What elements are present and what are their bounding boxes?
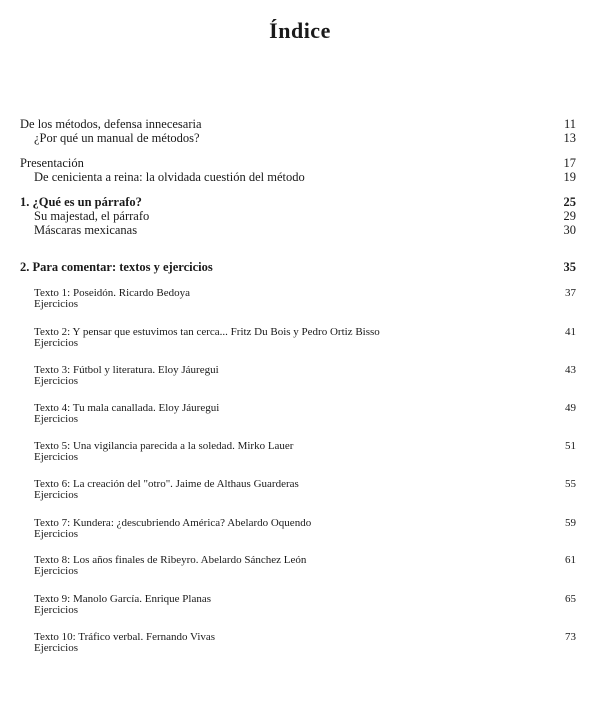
toc-entry-text: Ejercicios <box>34 565 78 577</box>
toc-entry <box>0 209 600 224</box>
toc-entry <box>0 156 600 171</box>
toc-entry-page: 55 <box>565 478 576 490</box>
toc-entry-page: 25 <box>563 195 576 209</box>
toc-entry-page: 29 <box>563 209 576 223</box>
toc-entry <box>0 336 600 351</box>
toc-entry-page: 41 <box>565 326 576 338</box>
toc-entry-text: De los métodos, defensa innecesaria <box>20 117 202 131</box>
toc-entry-text: Ejercicios <box>34 375 78 387</box>
toc-entry-text: Texto 9: Manolo García. Enrique Planas <box>34 593 212 605</box>
toc-entry <box>0 195 600 210</box>
toc-entry <box>0 117 600 132</box>
toc-entry-page: 59 <box>565 517 576 529</box>
toc-entry-text: Ejercicios <box>34 451 78 463</box>
toc-entry <box>0 170 600 185</box>
toc-entry <box>0 374 600 389</box>
toc-entry-page: 61 <box>565 554 576 566</box>
toc-entry <box>0 260 600 275</box>
toc-entry-page: 17 <box>563 156 576 170</box>
toc-entry <box>0 488 600 503</box>
toc-entry-text: Texto 6: La creación del "otro". Jaime de Althaus Guarderas <box>34 478 299 490</box>
toc-entry <box>0 527 600 542</box>
toc-entry <box>0 450 600 465</box>
toc-entry-text: Texto 2: Y pensar que estuvimos tan cerca... Fritz Du Bois y Pedro Ortiz Bisso <box>34 326 380 338</box>
toc-entry-page: 30 <box>563 223 576 237</box>
toc-entry <box>0 297 600 312</box>
toc-entry-text: Ejercicios <box>34 642 78 654</box>
toc-entry-text: Texto 5: Una vigilancia parecida a la soledad. Mirko Lauer <box>34 440 294 452</box>
toc-entry-text: Texto 10: Tráfico verbal. Fernando Vivas <box>34 631 216 643</box>
toc-entry <box>0 131 600 146</box>
toc-entry-text: Texto 8: Los años finales de Ribeyro. Abelardo Sánchez León <box>34 554 307 566</box>
toc-entry-text: Ejercicios <box>34 528 78 540</box>
toc-entry-page: 35 <box>563 260 576 274</box>
toc-entry-page: 13 <box>563 131 576 145</box>
toc-entry-text: De cenicienta a reina: la olvidada cuestión del método <box>34 170 305 184</box>
toc-entry-text: Ejercicios <box>34 413 78 425</box>
toc-entry <box>0 641 600 656</box>
toc-entry-page: 51 <box>565 440 576 452</box>
toc-entry-page: 65 <box>565 593 576 605</box>
toc-entry-text: Máscaras mexicanas <box>34 223 138 237</box>
toc-entry-page: 37 <box>565 287 576 299</box>
toc-entry-page: 43 <box>565 364 576 376</box>
toc-entry-text: Texto 4: Tu mala canallada. Eloy Jáuregui <box>34 402 220 414</box>
toc-entry-page: 73 <box>565 631 576 643</box>
toc-entry-text: Ejercicios <box>34 489 78 501</box>
toc-entry-text: 1. ¿Qué es un párrafo? <box>20 195 142 209</box>
toc-entry-text: Texto 3: Fútbol y literatura. Eloy Jáuregui <box>34 364 219 376</box>
toc-entry <box>0 564 600 579</box>
toc-entry-text: Su majestad, el párrafo <box>34 209 150 223</box>
toc-entry-text: Texto 7: Kundera: ¿descubriendo América? Abelardo Oquendo <box>34 517 312 529</box>
index-title: Índice <box>269 18 331 43</box>
toc-entry <box>0 603 600 618</box>
toc-entry-text: Texto 1: Poseidón. Ricardo Bedoya <box>34 287 190 299</box>
toc-entry-page: 49 <box>565 402 576 414</box>
toc-entry-page: 19 <box>563 170 576 184</box>
toc-entry-page: 11 <box>563 117 576 131</box>
toc-entry-text: Ejercicios <box>34 604 78 616</box>
toc-entry-text: ¿Por qué un manual de métodos? <box>34 131 200 145</box>
toc-entry-text: 2. Para comentar: textos y ejercicios <box>20 260 213 274</box>
toc-entry-text: Ejercicios <box>34 337 78 349</box>
toc-entry <box>0 223 600 238</box>
toc-entry-text: Ejercicios <box>34 298 78 310</box>
toc-entry-text: Presentación <box>20 156 84 170</box>
toc-entry <box>0 412 600 427</box>
